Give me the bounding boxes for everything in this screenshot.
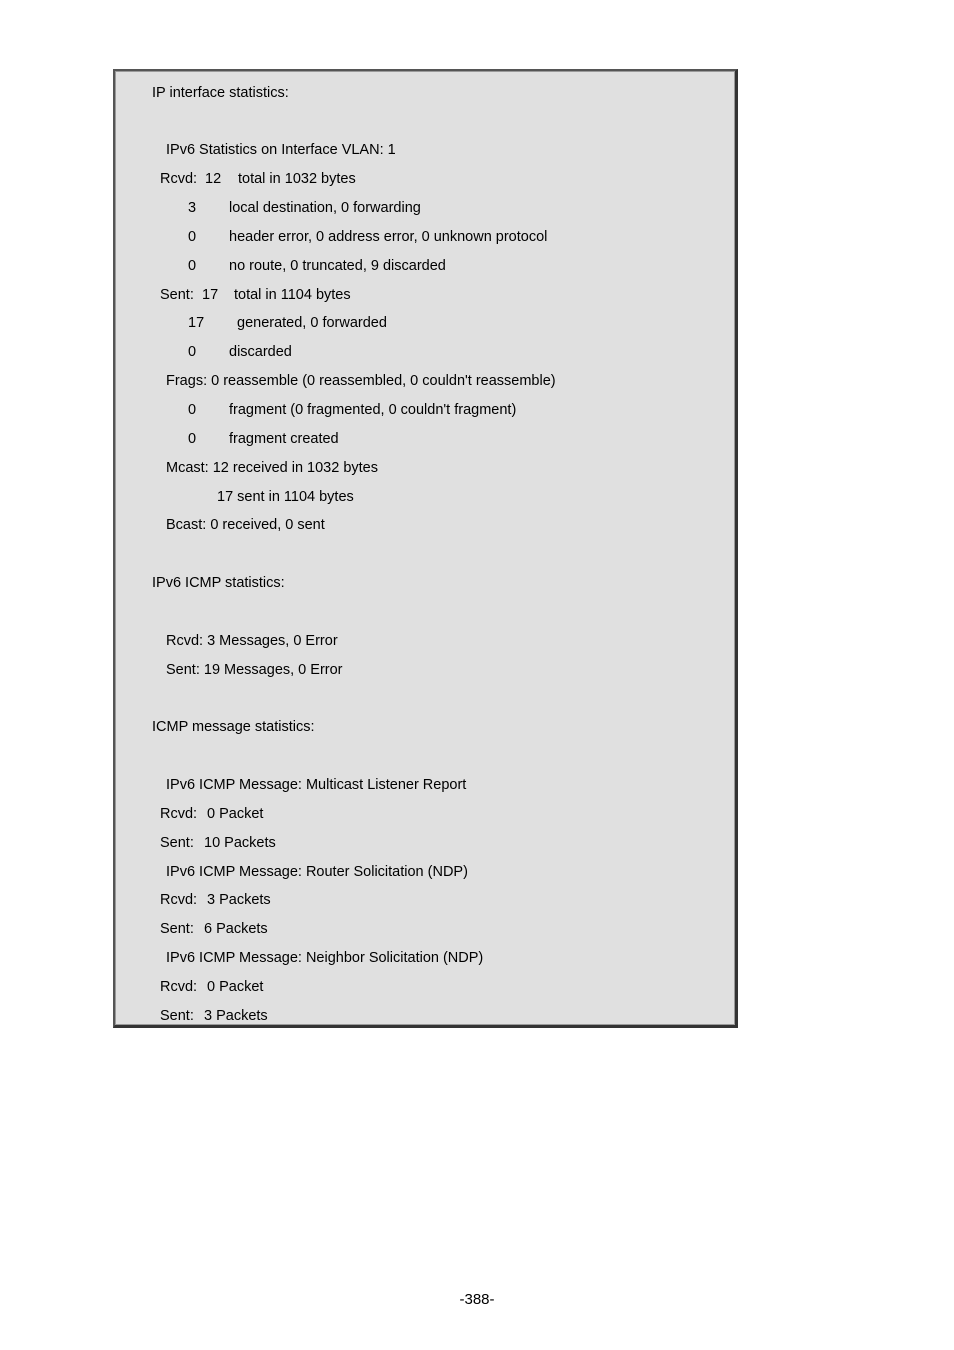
ip-interface-statistics-heading: IP interface statistics: (152, 85, 289, 101)
discarded-line: 0 (188, 344, 197, 360)
fragment-created-line: 0 (188, 431, 197, 447)
cli-output-box-edge (115, 71, 735, 1025)
local-destination-line: 3 (188, 200, 197, 216)
neighbor-solicitation-rcvd-line: Rcvd: (160, 979, 198, 995)
mcast-sent-line: 17 sent in 1104 bytes (217, 489, 354, 505)
cli-output-box (113, 69, 738, 1028)
mld-report-sent-line: Sent: (160, 835, 194, 851)
generated-line: 17 (188, 315, 205, 331)
mld-report-message-line: IPv6 ICMP Message: Multicast Listener Report (166, 777, 467, 793)
fragment-line: 0 (188, 402, 197, 418)
icmp-message-statistics-heading: ICMP message statistics: (152, 719, 315, 735)
ipv6-icmp-statistics-heading: IPv6 ICMP statistics: (152, 575, 285, 591)
mld-report-sent-line-part-2: 10 Packets (204, 835, 276, 851)
neighbor-solicitation-sent-line: Sent: (160, 1008, 194, 1024)
rcvd-total-line-part-3: total in 1032 bytes (238, 171, 356, 187)
local-destination-line-part-2: local destination, 0 forwarding (229, 200, 421, 216)
icmp-sent-messages-line: Sent: 19 Messages, 0 Error (166, 662, 343, 678)
icmp-rcvd-messages-line: Rcvd: 3 Messages, 0 Error (166, 633, 338, 649)
router-solicitation-sent-line-part-2: 6 Packets (204, 921, 268, 937)
sent-total-line: Sent: (160, 287, 194, 303)
mld-report-rcvd-line-part-2: 0 Packet (207, 806, 264, 822)
router-solicitation-message-line: IPv6 ICMP Message: Router Solicitation (NDP) (166, 864, 468, 880)
header-error-line-part-2: header error, 0 address error, 0 unknown protocol (229, 229, 548, 245)
fragment-line-part-2: fragment (0 fragmented, 0 couldn't fragment) (229, 402, 517, 418)
bcast-line: Bcast: 0 received, 0 sent (166, 517, 325, 533)
no-route-line-part-2: no route, 0 truncated, 9 discarded (229, 258, 446, 274)
mcast-received-line: Mcast: 12 received in 1032 bytes (166, 460, 378, 476)
sent-total-line-part-2: 17 (202, 287, 219, 303)
no-route-line: 0 (188, 258, 197, 274)
discarded-line-part-2: discarded (229, 344, 292, 360)
neighbor-solicitation-message-line: IPv6 ICMP Message: Neighbor Solicitation (NDP) (166, 950, 484, 966)
mld-report-rcvd-line: Rcvd: (160, 806, 198, 822)
router-solicitation-rcvd-line: Rcvd: (160, 892, 198, 908)
page-number: -388- (459, 1291, 495, 1308)
neighbor-solicitation-sent-line-part-2: 3 Packets (204, 1008, 268, 1024)
router-solicitation-rcvd-line-part-2: 3 Packets (207, 892, 271, 908)
ipv6-statistics-interface-line: IPv6 Statistics on Interface VLAN: 1 (166, 142, 396, 158)
rcvd-total-line-part-2: 12 (205, 171, 222, 187)
neighbor-solicitation-rcvd-line-part-2: 0 Packet (207, 979, 264, 995)
frags-line: Frags: 0 reassemble (0 reassembled, 0 couldn't reassemble) (166, 373, 556, 389)
sent-total-line-part-3: total in 1104 bytes (234, 287, 351, 303)
rcvd-total-line: Rcvd: (160, 171, 198, 187)
fragment-created-line-part-2: fragment created (229, 431, 339, 447)
router-solicitation-sent-line: Sent: (160, 921, 194, 937)
generated-line-part-2: generated, 0 forwarded (237, 315, 387, 331)
header-error-line: 0 (188, 229, 197, 245)
